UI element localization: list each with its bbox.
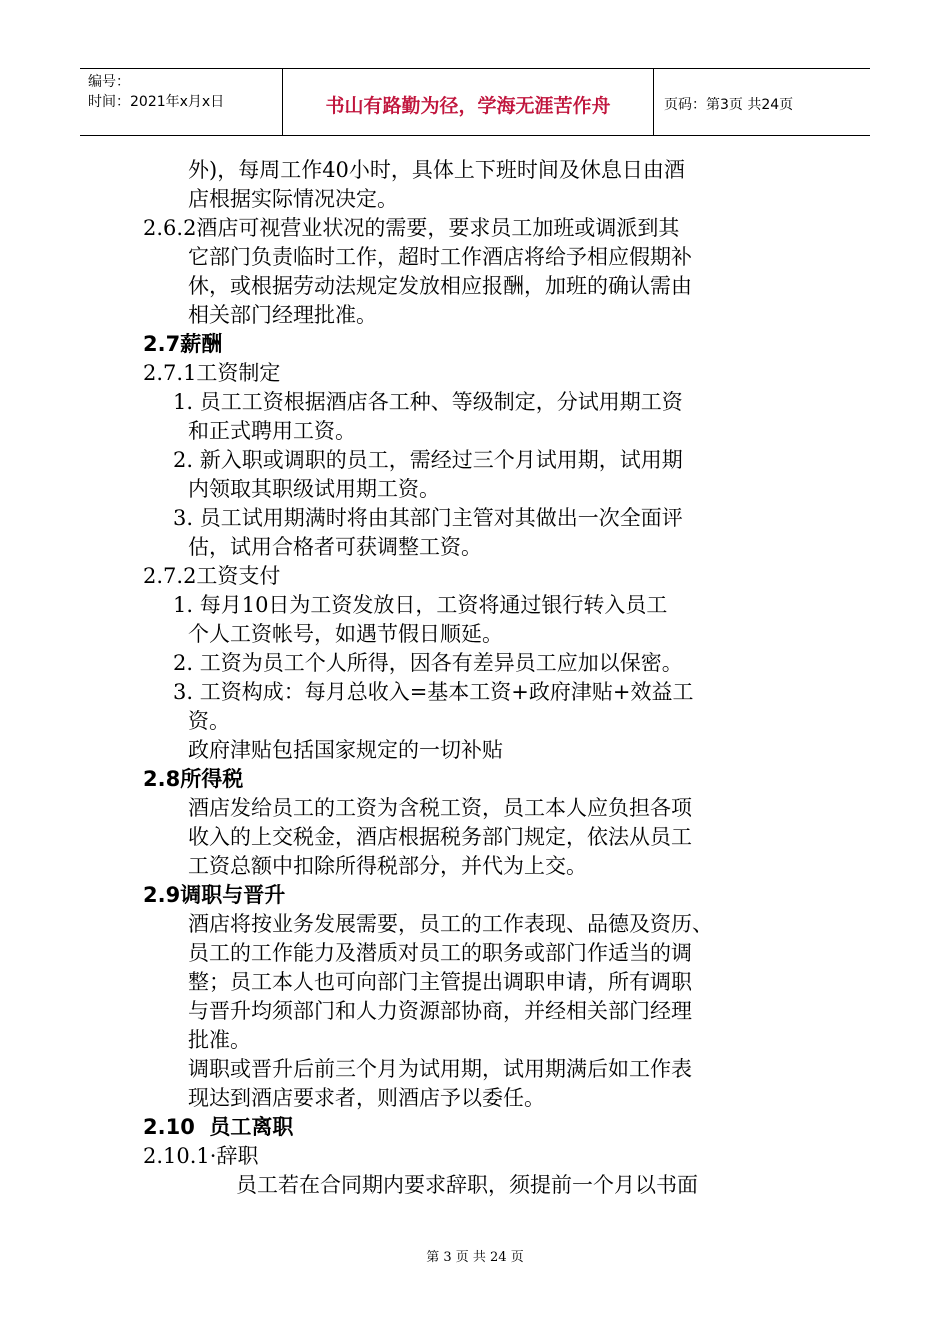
text-line: 和正式聘用工资。 [188,419,356,443]
text-line: 收入的上交税金，酒店根据税务部门规定，依法从员工 [188,825,692,849]
page-header [80,68,870,136]
text-line: 休，或根据劳动法规定发放相应报酬，加班的确认需由 [188,274,692,298]
text-line: 1. 每月10日为工资发放日，工资将通过银行转入员工 [173,593,668,617]
text-line: 2.7.2工资支付 [143,564,281,588]
text-line: 3. 员工试用期满时将由其部门主管对其做出一次全面评 [173,506,683,530]
document-body [143,156,823,1200]
text-line: 酒店发给员工的工资为含税工资，员工本人应负担各项 [188,796,692,820]
text-line: 资。 [188,709,230,733]
text-line: 2.7.1工资制定 [143,361,281,385]
text-line: 店根据实际情况决定。 [188,187,398,211]
doc-number-label: 编号： [88,74,130,90]
text-line: 酒店将按业务发展需要，员工的工作表现、品德及资历、 [188,912,713,936]
text-line: 整；员工本人也可向部门主管提出调职申请，所有调职 [188,970,692,994]
header-page-info: 页码：第3页 共24页 [664,97,794,113]
text-line: 3. 工资构成：每月总收入=基本工资+政府津贴+效益工 [173,680,694,704]
text-line: 外)，每周工作40小时，具体上下班时间及休息日由酒 [188,158,685,182]
section-heading: 2.7薪酬 [143,332,223,356]
section-heading: 2.8所得税 [143,767,244,791]
text-line: 1. 员工工资根据酒店各工种、等级制定，分试用期工资 [173,390,683,414]
text-line: 政府津贴包括国家规定的一切补贴 [188,738,503,762]
text-line: 工资总额中扣除所得税部分，并代为上交。 [188,854,587,878]
text-line: 调职或晋升后前三个月为试用期，试用期满后如工作表 [188,1057,692,1081]
text-line: 2. 工资为员工个人所得，因各有差异员工应加以保密。 [173,651,683,675]
text-line: 员工的工作能力及潜质对员工的职务或部门作适当的调 [188,941,692,965]
date-label: 时间：2021年x月x日 [88,94,225,110]
text-line: 它部门负责临时工作，超时工作酒店将给予相应假期补 [188,245,692,269]
text-line: 估，试用合格者可获调整工资。 [188,535,482,559]
text-line: 批准。 [188,1028,251,1052]
page-footer: 第 3 页 共 24 页 [426,1250,524,1265]
text-line: 内领取其职级试用期工资。 [188,477,440,501]
section-heading: 2.9调职与晋升 [143,883,286,907]
text-line: 2.6.2酒店可视营业状况的需要，要求员工加班或调派到其 [143,216,680,240]
text-line: 2.10.1·辞职 [143,1144,259,1168]
header-motto: 书山有路勤为径，学海无涯苦作舟 [282,69,654,135]
text-line: 个人工资帐号，如遇节假日顺延。 [188,622,503,646]
section-heading: 2.10 员工离职 [143,1115,294,1139]
text-line: 2. 新入职或调职的员工，需经过三个月试用期，试用期 [173,448,683,472]
text-line: 与晋升均须部门和人力资源部协商，并经相关部门经理 [188,999,692,1023]
text-line: 员工若在合同期内要求辞职，须提前一个月以书面 [236,1173,698,1197]
text-line: 相关部门经理批准。 [188,303,377,327]
text-line: 现达到酒店要求者，则酒店予以委任。 [188,1086,545,1110]
header-meta [80,69,282,135]
